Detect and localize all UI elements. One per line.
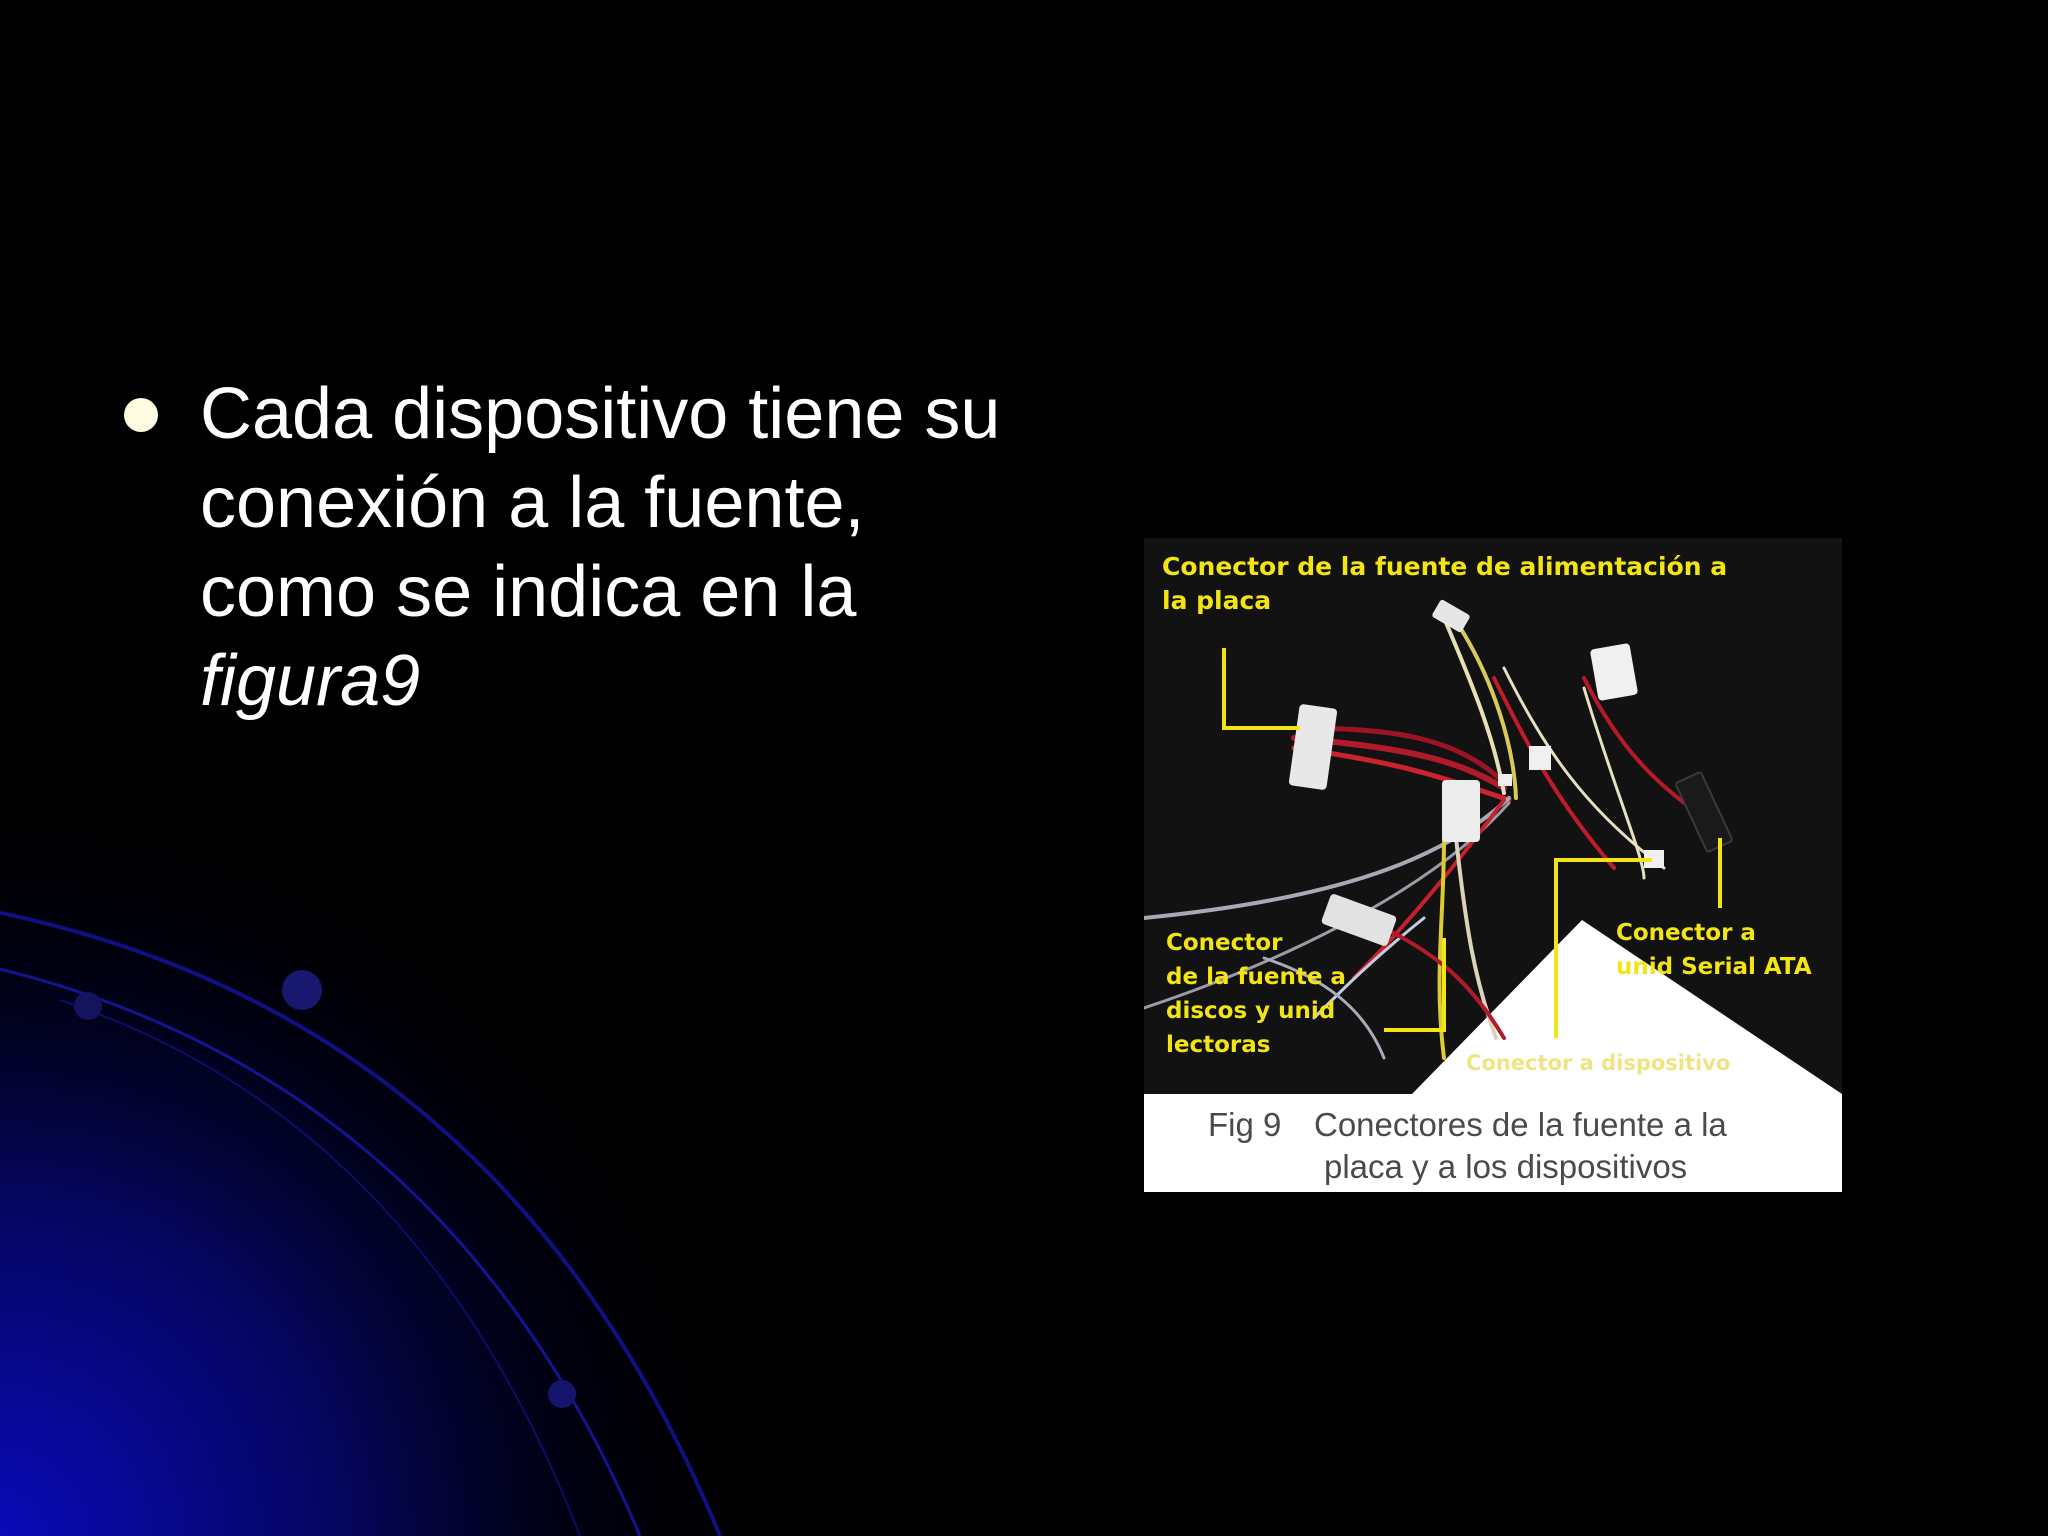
label-drive-connector: Conector de la fuente a discos y unid lectoras (1166, 930, 1346, 1058)
caption-line-2: placa y a los dispositivos (1324, 1148, 1688, 1185)
figure-9 (1144, 538, 1842, 1192)
label-device-connector: Conector a dispositivo (1466, 1051, 1731, 1075)
connector-photo (1144, 538, 1842, 1094)
bullet-dot (124, 398, 158, 432)
figure-caption (1144, 1094, 1842, 1192)
caption-prefix: Fig 9 (1208, 1106, 1282, 1143)
label-sata-connector: Conector a unid Serial ATA (1616, 920, 1812, 980)
bullet-text-plain: Cada dispositivo tiene su conexión a la fuente, como se indica en la (200, 374, 1001, 632)
bullet-text-italic: figura9 (200, 641, 421, 721)
label-motherboard-connector: Conector de la fuente de alimentación a la placa (1162, 552, 1728, 615)
caption-line-1: Conectores de la fuente a la (1314, 1106, 1727, 1143)
bullet-text (200, 370, 1020, 726)
